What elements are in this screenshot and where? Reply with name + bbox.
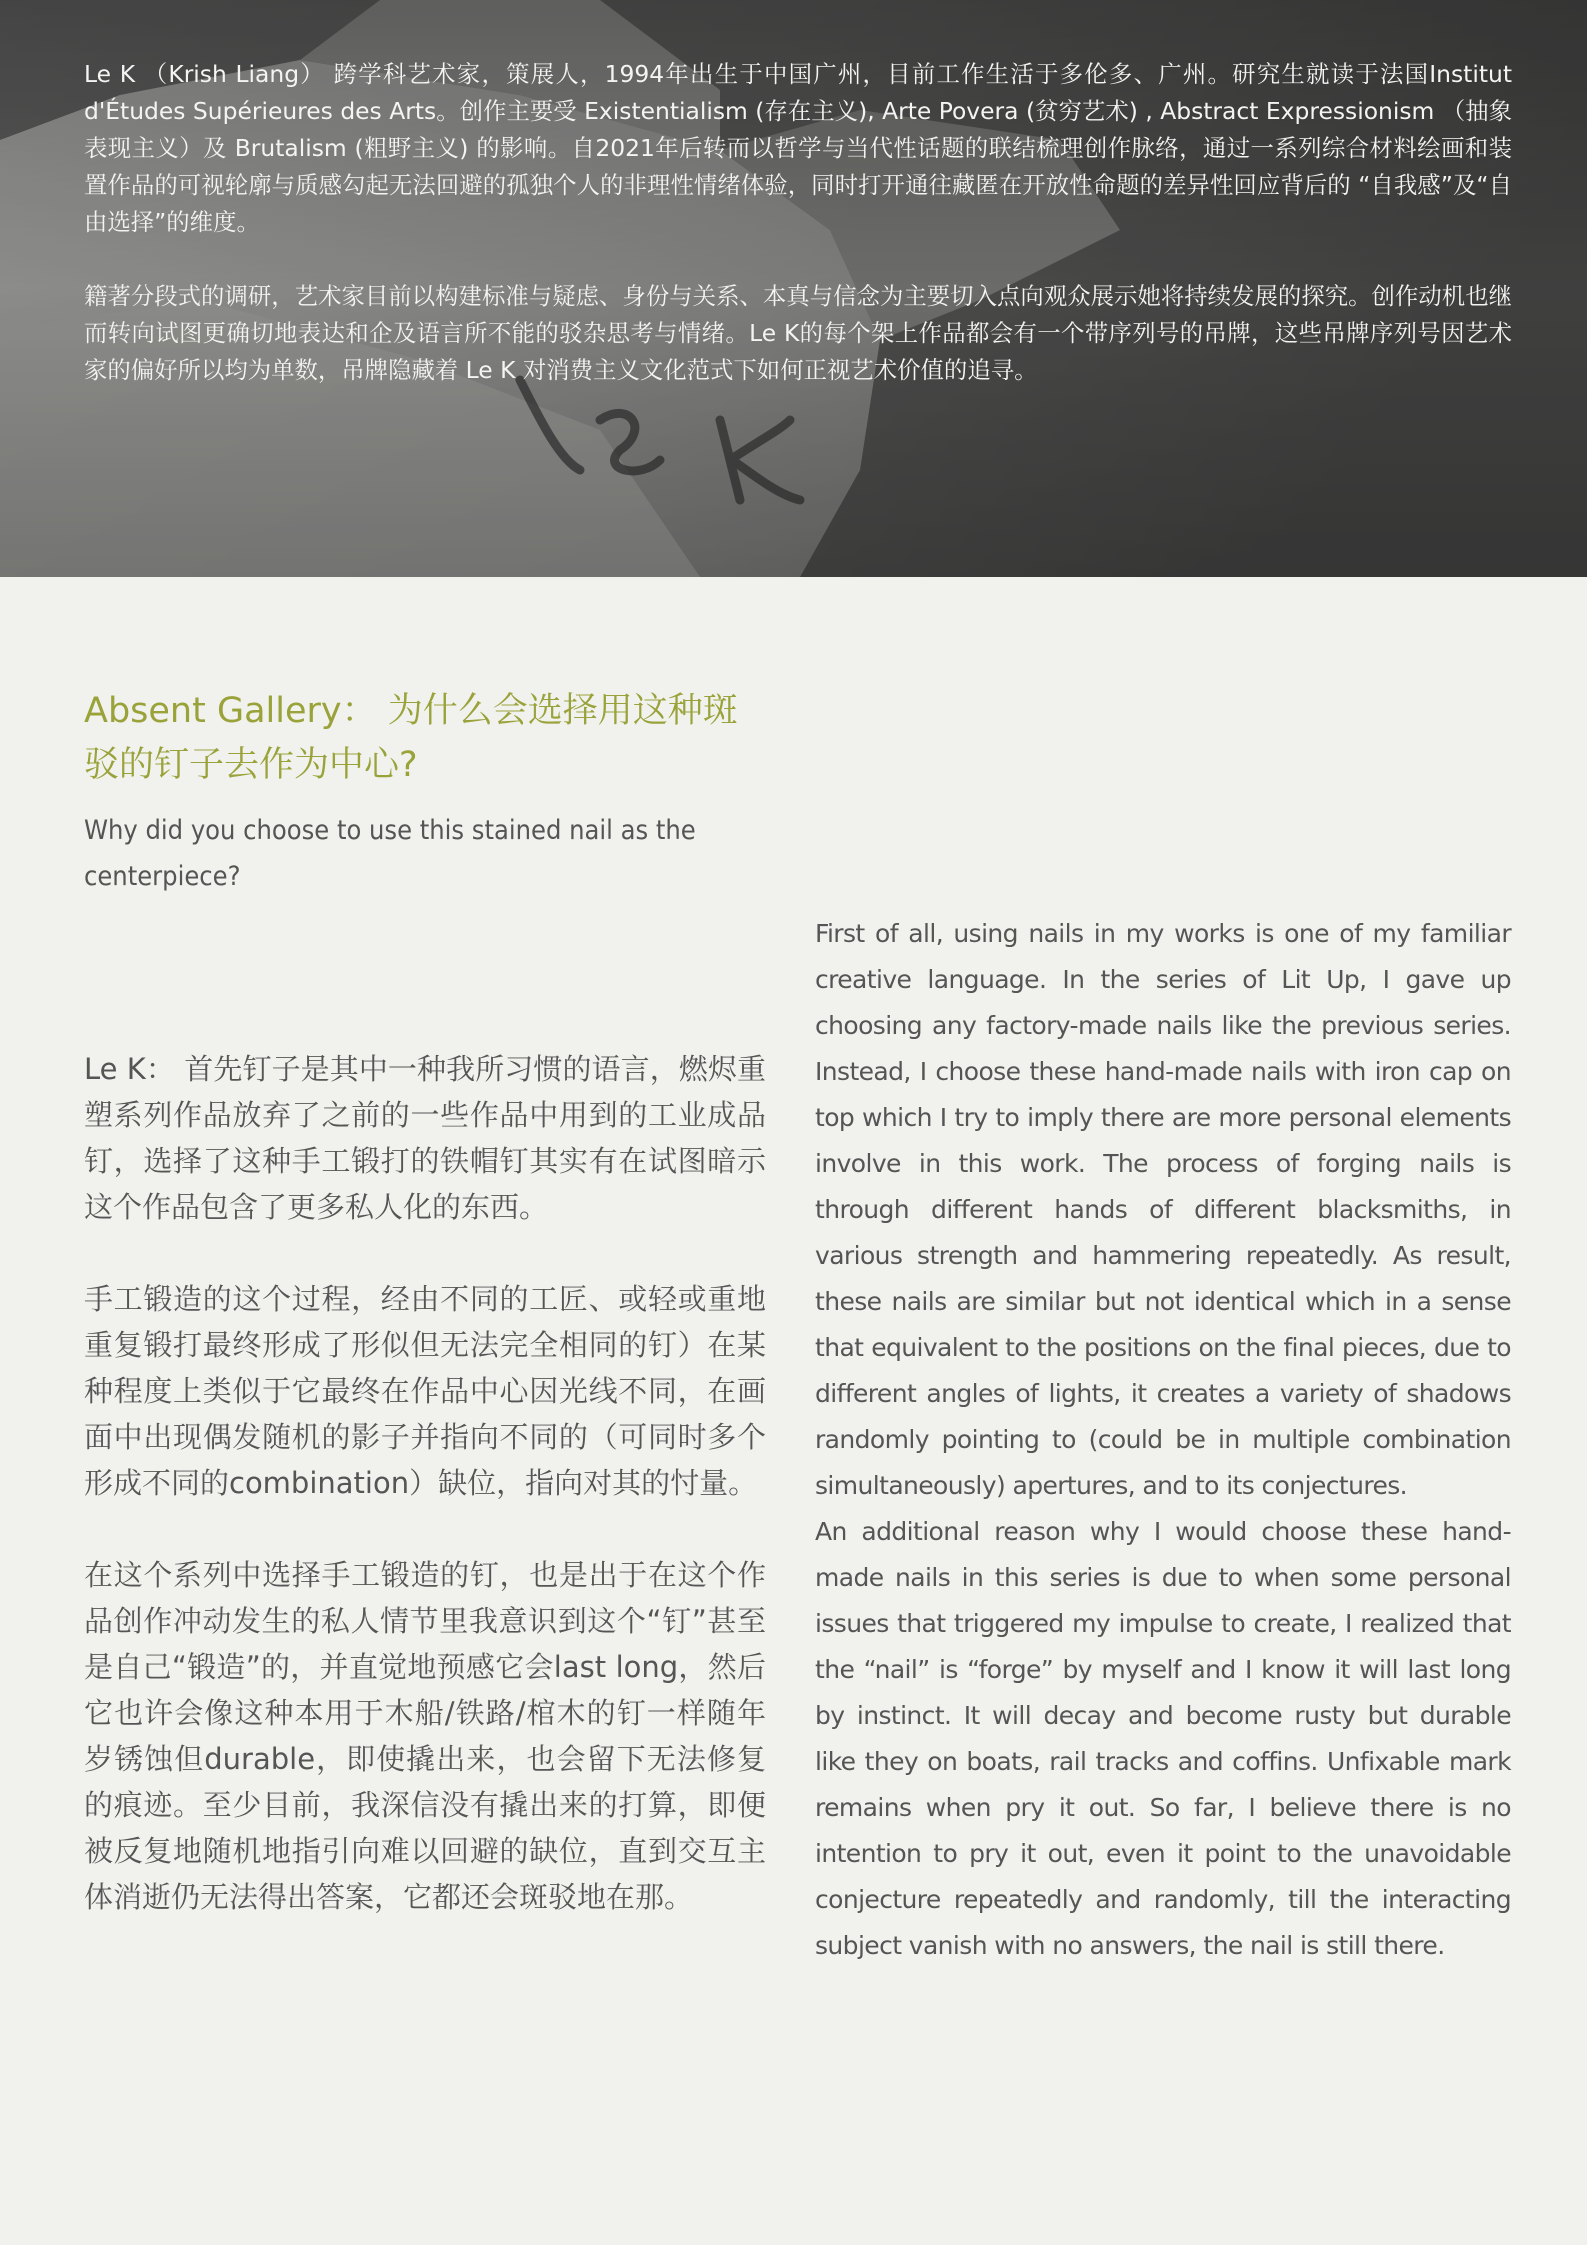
answer-chinese-column [84,1046,766,1920]
hero-photo-band [0,0,1587,577]
answer-english-paragraph: An additional reason why I would choose these hand-made nails in this series is due to when some personal issues that triggered my impulse to create, I realized that the “nail” is “forge” by myself and I know it will last long by instinct. It will decay and become rusty but durable like they on boats, rail tracks and coffins. Unfixable mark remains when pry it out. So far, I believe there is no intention to pry it out, even it point to the unavoidable conjecture repeatedly and randomly, till the interacting subject vanish with no answers, the nail is still there. [815,1517,1511,1960]
artist-intro-paragraph-1: Le K （Krish Liang） 跨学科艺术家，策展人，1994年出生于中国广州，目前工作生活于多伦多、广州。研究生就读于法国Institut d'Études Supérieures des Arts。创作主要受 Existentialism (存在主义), Arte Povera (贫穷艺术) , Abstract Expressionism （抽象表现主义）及 Brutalism (粗野主义) 的影响。自2021年后转而以哲学与当代性话题的联结梳理创作脉络，通过一系列综合材料绘画和装置作品的可视轮廓与质感勾起无法回避的孤独个人的非理性情绪体验，同时打开通往藏匿在开放性命题的差异性回应背后的 “自我感”及“自由选择”的维度。 [84,60,1512,236]
artist-intro [84,56,1512,389]
question-title-english: Why did you choose to use this stained nail as the centerpiece? [84,815,696,892]
answer-english-column [815,911,1511,1969]
question-title-chinese: Absent Gallery： 为什么会选择用这种斑驳的钉子去作为中心? [84,691,738,785]
artist-intro-paragraph-2: 籍著分段式的调研，艺术家目前以构建标准与疑虑、身份与关系、本真与信念为主要切入点向观众展示她将持续发展的探究。创作动机也继而转向试图更确切地表达和企及语言所不能的驳杂思考与情绪。Le K的每个架上作品都会有一个带序列号的吊牌，这些吊牌序列号因艺术家的偏好所以均为单数，吊牌隐藏着 Le K 对消费主义文化范式下如何正视艺术价值的追寻。 [84,282,1512,384]
answer-english-paragraph: First of all, using nails in my works is one of my familiar creative language. In the series of Lit Up, I gave up choosing any factory-made nails like the previous series. Instead, I choose these hand-made nails with iron cap on top which I try to imply there are more personal elements involve in this work. The process of forging nails is through different hands of different blacksmiths, in various strength and hammering repeatedly. As result, these nails are similar but not identical which in a sense that equivalent to the positions on the final pieces, due to different angles of lights, it creates a variety of shadows randomly pointing to (could be in multiple combination simultaneously) apertures, and to its conjectures. [815,919,1511,1500]
answer-chinese-paragraph: Le K： 首先钉子是其中一种我所习惯的语言，燃烬重塑系列作品放弃了之前的一些作品中用到的工业成品钉，选择了这种手工锻打的铁帽钉其实有在试图暗示这个作品包含了更多私人化的东西。 [84,1052,766,1224]
answer-chinese-paragraph: 在这个系列中选择手工锻造的钉，也是出于在这个作品创作冲动发生的私人情节里我意识到这个“钉”甚至是自己“锻造”的，并直觉地预感它会last long，然后它也许会像这种本用于木船/铁路/棺木的钉一样随年岁锈蚀但durable，即使撬出来，也会留下无法修复的痕迹。至少目前，我深信没有撬出来的打算，即便被反复地随机地指引向难以回避的缺位，直到交互主体消逝仍无法得出答案，它都还会斑驳地在那。 [84,1558,766,1914]
answer-chinese-paragraph: 手工锻造的这个过程，经由不同的工匠、或轻或重地重复锻打最终形成了形似但无法完全相同的钉）在某种程度上类似于它最终在作品中心因光线不同，在画面中出现偶发随机的影子并指向不同的（可同时多个形成不同的combination）缺位，指向对其的忖量。 [84,1282,766,1500]
